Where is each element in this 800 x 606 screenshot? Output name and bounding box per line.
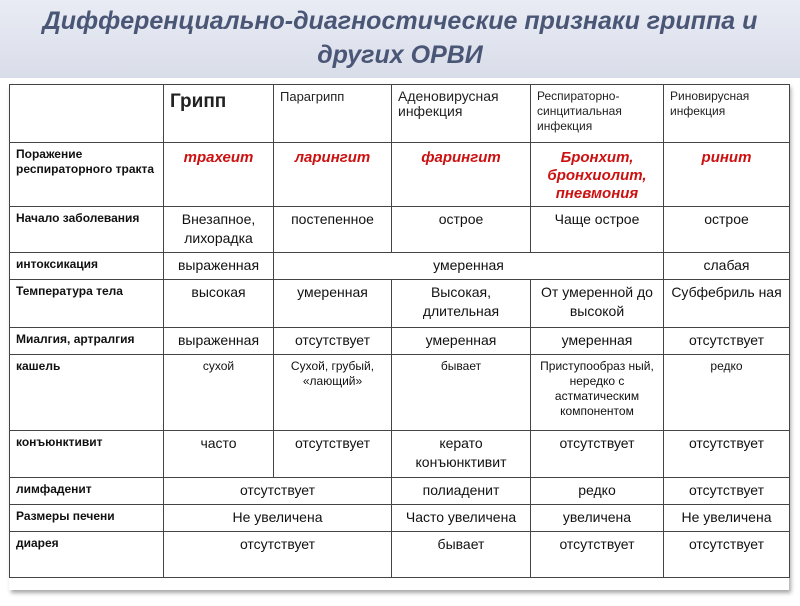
cell: умеренная (274, 280, 392, 328)
cell: редко (664, 355, 790, 431)
cell: слабая (664, 253, 790, 280)
cell: Не увеличена (664, 505, 790, 532)
header-adenovirus: Аденовирусная инфекция (392, 85, 531, 143)
table-row (10, 280, 790, 328)
row-label: диарея (10, 532, 164, 578)
cell: отсутствует (164, 532, 392, 578)
cell: отсутствует (664, 328, 790, 355)
table-row (10, 532, 790, 578)
table-row (10, 505, 790, 532)
cell: Приступообраз ный, нередко с астматическим компонентом (531, 355, 664, 431)
table-row (10, 478, 790, 505)
cell: отсутствует (531, 532, 664, 578)
row-label: Температура тела (10, 280, 164, 328)
header-corner (10, 85, 164, 143)
cell: отсутствует (664, 478, 790, 505)
cell: Высокая, длительная (392, 280, 531, 328)
table-row (10, 207, 790, 253)
table-row (10, 143, 790, 207)
table-row (10, 431, 790, 478)
row-label: кашель (10, 355, 164, 431)
header-rsv: Респираторно-синцитиальная инфекция (531, 85, 664, 143)
cell: отсутствует (274, 328, 392, 355)
cell: трахеит (164, 143, 274, 207)
cell: умеренная (392, 328, 531, 355)
header-row (10, 85, 790, 143)
cell: ларингит (274, 143, 392, 207)
cell: умеренная (274, 253, 664, 280)
cell: выраженная (164, 328, 274, 355)
cell: отсутствует (531, 431, 664, 478)
cell: Сухой, грубый, «лающий» (274, 355, 392, 431)
row-label: Начало заболевания (10, 207, 164, 253)
cell: отсутствует (164, 478, 392, 505)
cell: умеренная (531, 328, 664, 355)
table-row (10, 253, 790, 280)
cell: керато конъюнктивит (392, 431, 531, 478)
cell: отсутствует (664, 532, 790, 578)
header-parainfluenza: Парагрипп (274, 85, 392, 143)
comparison-table (9, 84, 790, 578)
table-row (10, 328, 790, 355)
cell: ринит (664, 143, 790, 207)
cell: отсутствует (274, 431, 392, 478)
cell: Субфебриль ная (664, 280, 790, 328)
cell: редко (531, 478, 664, 505)
cell: Часто увеличена (392, 505, 531, 532)
row-label: интоксикация (10, 253, 164, 280)
row-label: лимфаденит (10, 478, 164, 505)
header-flu: Грипп (164, 85, 274, 143)
header-rhinovirus: Риновирусная инфекция (664, 85, 790, 143)
row-label: Поражение респираторного тракта (10, 143, 164, 207)
cell: Бронхит, бронхиолит, пневмония (531, 143, 664, 207)
cell: Внезапное, лихорадка (164, 207, 274, 253)
cell: постепенное (274, 207, 392, 253)
cell: часто (164, 431, 274, 478)
cell: высокая (164, 280, 274, 328)
cell: увеличена (531, 505, 664, 532)
table-row (10, 355, 790, 431)
cell: выраженная (164, 253, 274, 280)
cell: От умеренной до высокой (531, 280, 664, 328)
cell: сухой (164, 355, 274, 431)
cell: бывает (392, 532, 531, 578)
cell: Не увеличена (164, 505, 392, 532)
row-label: Размеры печени (10, 505, 164, 532)
row-label: конъюнктивит (10, 431, 164, 478)
cell: Чаще острое (531, 207, 664, 253)
cell: острое (664, 207, 790, 253)
cell: бывает (392, 355, 531, 431)
cell: фарингит (392, 143, 531, 207)
cell: острое (392, 207, 531, 253)
page-title: Дифференциально-диагностические признаки гриппа и других ОРВИ (42, 7, 758, 69)
row-label: Миалгия, артралгия (10, 328, 164, 355)
cell: полиаденит (392, 478, 531, 505)
cell: отсутствует (664, 431, 790, 478)
